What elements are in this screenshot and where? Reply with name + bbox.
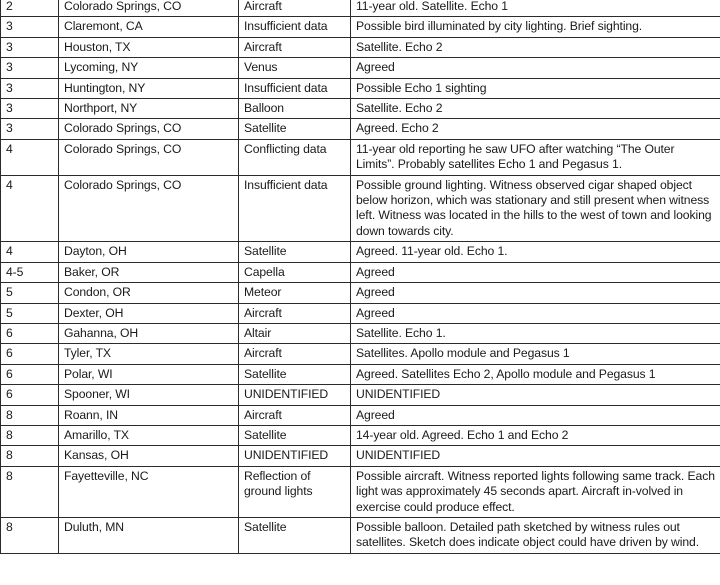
table-row — [1, 283, 720, 303]
comments-cell: Agreed — [351, 303, 720, 323]
date-cell: 4 — [1, 242, 59, 262]
comments-cell: 11-year old reporting he saw UFO after watching “The Outer Limits”. Probably satellites Echo 1 and Pegasus 1. — [351, 139, 720, 175]
table-row — [1, 119, 720, 139]
table-row — [1, 37, 720, 57]
table-row — [1, 58, 720, 78]
date-cell: 3 — [1, 119, 59, 139]
date-cell: 6 — [1, 323, 59, 343]
table-row — [1, 425, 720, 445]
location-cell: Condon, OR — [59, 283, 239, 303]
location-cell: Roann, IN — [59, 405, 239, 425]
comments-cell: Possible balloon. Detailed path sketched by witness rules out satellites. Sketch does indicate object could have driven by wind. — [351, 517, 720, 553]
evaluation-cell: Satellite — [239, 364, 351, 384]
location-cell: Baker, OR — [59, 262, 239, 282]
location-cell: Huntington, NY — [59, 78, 239, 98]
comments-cell: UNIDENTIFIED — [351, 385, 720, 405]
date-cell: 3 — [1, 17, 59, 37]
table-row — [1, 466, 720, 517]
evaluation-cell: Satellite — [239, 517, 351, 553]
location-cell: Dayton, OH — [59, 242, 239, 262]
table-row — [1, 0, 720, 17]
evaluation-cell: Balloon — [239, 99, 351, 119]
comments-cell: Agreed. Satellites Echo 2, Apollo module and Pegasus 1 — [351, 364, 720, 384]
location-cell: Gahanna, OH — [59, 323, 239, 343]
table-row — [1, 175, 720, 242]
location-cell: Colorado Springs, CO — [59, 0, 239, 17]
date-cell: 4 — [1, 139, 59, 175]
comments-cell: Satellites. Apollo module and Pegasus 1 — [351, 344, 720, 364]
evaluation-cell: Aircraft — [239, 405, 351, 425]
location-cell: Polar, WI — [59, 364, 239, 384]
table-row — [1, 303, 720, 323]
evaluation-cell: Insufficient data — [239, 78, 351, 98]
comments-cell: 11-year old. Satellite. Echo 1 — [351, 0, 720, 17]
table-row — [1, 364, 720, 384]
evaluation-cell: Satellite — [239, 119, 351, 139]
comments-cell: Agreed. Echo 2 — [351, 119, 720, 139]
date-cell: 3 — [1, 99, 59, 119]
table-row — [1, 405, 720, 425]
date-cell: 3 — [1, 78, 59, 98]
table-row — [1, 323, 720, 343]
location-cell: Northport, NY — [59, 99, 239, 119]
evaluation-cell: Conflicting data — [239, 139, 351, 175]
comments-cell: Possible bird illuminated by city lighting. Brief sighting. — [351, 17, 720, 37]
evaluation-cell: Capella — [239, 262, 351, 282]
comments-cell: Agreed — [351, 262, 720, 282]
comments-cell: Agreed — [351, 283, 720, 303]
evaluation-cell: Insufficient data — [239, 175, 351, 242]
table-row — [1, 446, 720, 466]
date-cell: 3 — [1, 37, 59, 57]
comments-cell: Agreed — [351, 58, 720, 78]
comments-cell: Satellite. Echo 2 — [351, 99, 720, 119]
table-row — [1, 262, 720, 282]
comments-cell: Possible Echo 1 sighting — [351, 78, 720, 98]
comments-cell: UNIDENTIFIED — [351, 446, 720, 466]
date-cell: 8 — [1, 466, 59, 517]
date-cell: 8 — [1, 405, 59, 425]
location-cell: Claremont, CA — [59, 17, 239, 37]
comments-cell: Agreed — [351, 405, 720, 425]
date-cell: 5 — [1, 303, 59, 323]
table-row — [1, 139, 720, 175]
evaluation-cell: Aircraft — [239, 303, 351, 323]
evaluation-cell: Meteor — [239, 283, 351, 303]
date-cell: 3 — [1, 58, 59, 78]
date-cell: 2 — [1, 0, 59, 17]
table-row — [1, 385, 720, 405]
location-cell: Tyler, TX — [59, 344, 239, 364]
table-row — [1, 242, 720, 262]
evaluation-cell: Aircraft — [239, 37, 351, 57]
location-cell: Colorado Springs, CO — [59, 119, 239, 139]
date-cell: 8 — [1, 517, 59, 553]
comments-cell: Agreed. 11-year old. Echo 1. — [351, 242, 720, 262]
table-row — [1, 344, 720, 364]
location-cell: Amarillo, TX — [59, 425, 239, 445]
evaluation-cell: Satellite — [239, 425, 351, 445]
date-cell: 6 — [1, 364, 59, 384]
evaluation-cell: Aircraft — [239, 0, 351, 17]
date-cell: 4 — [1, 175, 59, 242]
evaluation-cell: UNIDENTIFIED — [239, 385, 351, 405]
comments-cell: Satellite. Echo 1. — [351, 323, 720, 343]
table-row — [1, 78, 720, 98]
table-row — [1, 99, 720, 119]
location-cell: Colorado Springs, CO — [59, 139, 239, 175]
location-cell: Houston, TX — [59, 37, 239, 57]
location-cell: Dexter, OH — [59, 303, 239, 323]
evaluation-cell: UNIDENTIFIED — [239, 446, 351, 466]
date-cell: 8 — [1, 425, 59, 445]
evaluation-cell: Aircraft — [239, 344, 351, 364]
date-cell: 4-5 — [1, 262, 59, 282]
evaluation-cell: Venus — [239, 58, 351, 78]
location-cell: Kansas, OH — [59, 446, 239, 466]
comments-cell: Possible ground lighting. Witness observed cigar shaped object below horizon, which was stationary and still present when witness left. Witness was located in the hills to the west of town and looking down towards city. — [351, 175, 720, 242]
sightings-table-body — [1, 0, 720, 553]
date-cell: 8 — [1, 446, 59, 466]
comments-cell: Possible aircraft. Witness reported lights following same track. Each light was approximately 45 seconds apart. Aircraft in-volved in exercise could produce effect. — [351, 466, 720, 517]
location-cell: Fayetteville, NC — [59, 466, 239, 517]
table-row — [1, 17, 720, 37]
evaluation-cell: Reflection of ground lights — [239, 466, 351, 517]
evaluation-cell: Insufficient data — [239, 17, 351, 37]
location-cell: Lycoming, NY — [59, 58, 239, 78]
date-cell: 6 — [1, 344, 59, 364]
evaluation-cell: Satellite — [239, 242, 351, 262]
date-cell: 5 — [1, 283, 59, 303]
comments-cell: Satellite. Echo 2 — [351, 37, 720, 57]
location-cell: Duluth, MN — [59, 517, 239, 553]
date-cell: 6 — [1, 385, 59, 405]
location-cell: Colorado Springs, CO — [59, 175, 239, 242]
comments-cell: 14-year old. Agreed. Echo 1 and Echo 2 — [351, 425, 720, 445]
location-cell: Spooner, WI — [59, 385, 239, 405]
table-row — [1, 517, 720, 553]
evaluation-cell: Altair — [239, 323, 351, 343]
